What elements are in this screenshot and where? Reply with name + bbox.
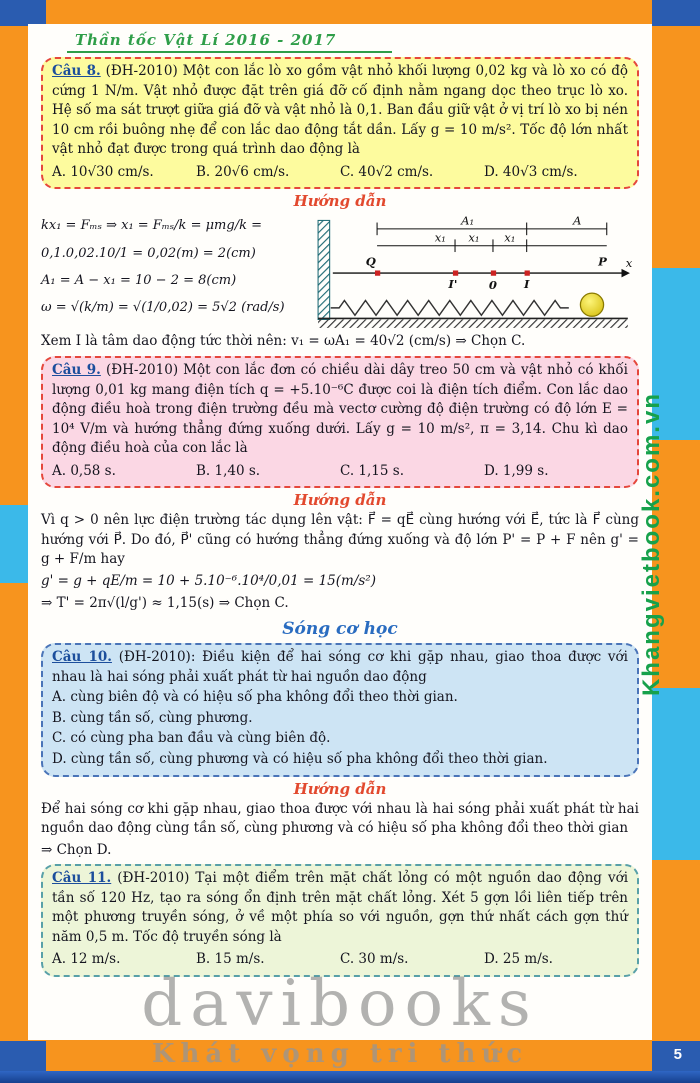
label-x1-1: x₁ (434, 230, 446, 245)
question-9-label: Câu 9. (52, 361, 101, 378)
question-8-answers (52, 163, 628, 183)
book-title: Thần tốc Vật Lí 2016 - 2017 (67, 31, 392, 53)
wall (318, 221, 330, 320)
solution-10-paragraph: Để hai sóng cơ khi gặp nhau, giao thoa được với nhau là hai sóng phải xuất phát từ hai nguồn dao động cùng tần số, cùng phương và có hiệu số pha không đổi theo thời gian (41, 800, 639, 837)
option-b: B. cùng tần số, cùng phương. (52, 709, 253, 726)
answer-option-a: A. 0,58 s. (52, 462, 116, 479)
question-9-body: (ĐH-2010) Một con lắc đơn có chiều dài dây treo 50 cm và vật nhỏ có khối lượng 0,01 kg mang điện tích q = +5.10⁻⁶C được coi là điện tích điểm. Con lắc dao động điều hoà trong điện trường đều mà vectơ cường độ điện trường có độ lớn E = 10⁴ V/m và hướng thẳng đứng xuống dưới. Lấy g = 10 m/s², π = 3,14. Chu kì dao động điều hoà của con lắc là (52, 361, 628, 457)
answer-option-b: B. 20√6 cm/s. (196, 163, 290, 180)
frame-corner-top-right (652, 0, 700, 26)
question-9-text (52, 361, 628, 459)
label-x1-2: x₁ (468, 230, 480, 245)
oscillator-diagram (309, 212, 639, 330)
frame-corner-bottom-left (0, 1041, 46, 1071)
huong-dan-heading-2: Hướng dẫn (293, 491, 387, 510)
question-8-text (52, 62, 628, 160)
solution-8-conclusion: Xem I là tâm dao động tức thời nên: v₁ = ωA₁ = 40√2 (cm/s) ⇒ Chọn C. (41, 333, 526, 350)
solution-9-conclusion: ⇒ T' = 2π√(l/g') ≈ 1,15(s) ⇒ Chọn C. (41, 594, 289, 611)
question-11-answers (52, 950, 628, 970)
label-x1-3: x₁ (504, 230, 516, 245)
question-9-answers (52, 462, 628, 482)
answer-option-d: D. 40√3 cm/s. (484, 163, 578, 180)
solution-10-conclusion: ⇒ Chọn D. (41, 841, 112, 858)
question-11-box (41, 864, 639, 977)
option-c: C. có cùng pha ban đầu và cùng biên độ. (52, 730, 331, 747)
formula-line-3: ω = √(k/m) = √(1/0,02) = 5√2 (rad/s) (41, 300, 285, 316)
label-axis-x: x (625, 256, 633, 271)
frame-bottom-strip (0, 1071, 700, 1083)
frame-cyan-block-right-lower (652, 688, 700, 860)
page-number: 5 (673, 1046, 682, 1063)
answer-option-b: B. 15 m/s. (196, 951, 265, 968)
question-8-label: Câu 8. (52, 63, 101, 79)
section-title: Sóng cơ học (282, 619, 398, 640)
answer-option-d: D. 25 m/s. (484, 951, 553, 968)
solution-8-formulas (41, 212, 303, 321)
frame-cyan-block-left (0, 505, 28, 583)
watermark-davibooks: davibooks (141, 967, 539, 1041)
label-p: P (598, 255, 607, 270)
option-d: D. cùng tần số, cùng phương và có hiệu số pha không đổi theo thời gian. (52, 750, 548, 767)
question-11-body: (ĐH-2010) Tại một điểm trên mặt chất lỏng có một nguồn dao động với tần số 120 Hz, tạo ra sóng ổn định trên mặt chất lỏng. Xét 5 gợn lồi liên tiếp trên một phương truyền sóng, ở về một phía so với nguồn, gợn thứ nhất cách gợn thứ năm 0,5 m. Tốc độ truyền sóng là (52, 870, 629, 945)
page-header (67, 30, 639, 53)
ground (318, 320, 628, 328)
huong-dan-heading-3: Hướng dẫn (293, 779, 387, 798)
answer-option-d: D. 1,99 s. (484, 462, 549, 479)
formula-line-1: kx₁ = Fₘₛ ⇒ x₁ = Fₘₛ/k = μmg/k = 0,1.0,02.10/1 = 0,02(m) = 2(cm) (41, 218, 262, 261)
answer-option-c: C. 40√2 cm/s. (340, 163, 434, 180)
question-10-box (41, 643, 639, 776)
question-10-text (52, 648, 628, 687)
question-11-label: Câu 11. (52, 870, 112, 887)
label-a1: A₁ (461, 214, 475, 229)
answer-option-b: B. 1,40 s. (196, 462, 261, 479)
formula-line-2: A₁ = A − x₁ = 10 − 2 = 8(cm) (41, 272, 237, 288)
answer-option-a: A. 12 m/s. (52, 951, 121, 968)
label-o: 0 (488, 278, 497, 293)
question-8-body: (ĐH-2010) Một con lắc lò xo gồm vật nhỏ khối lượng 0,02 kg và lò xo có độ cứng 1 N/m. Vật nhỏ được đặt trên giá đỡ cố định nằm ngang dọc theo trục lò xo. Hệ số ma sát trượt giữa giá đỡ và vật nhỏ là 0,1. Ban đầu giữ vật ở vị trí lò xo bị nén 10 cm rồi buông nhẹ để con lắc dao động tắt dần. Lấy g = 10 m/s². Tốc độ lớn nhất vật nhỏ đạt được trong quá trình dao động là (52, 63, 628, 158)
label-i-prime: I' (448, 277, 458, 292)
spring (331, 301, 569, 316)
solution-8 (41, 212, 639, 330)
label-a: A (573, 214, 582, 229)
watermark-slogan: Khát vọng tri thức (151, 1039, 529, 1069)
solution-9-formula: g' = g + qE/m = 10 + 5.10⁻⁶.10⁴/0,01 = 15(m/s²) (41, 573, 376, 589)
solution-9 (41, 511, 639, 613)
option-a: A. cùng biên độ và có hiệu số pha không đổi theo thời gian. (52, 689, 458, 706)
answer-option-a: A. 10√30 cm/s. (52, 163, 154, 180)
question-8-box (41, 57, 639, 189)
answer-option-c: C. 30 m/s. (340, 951, 409, 968)
solution-10 (41, 800, 639, 861)
question-9-box (41, 356, 639, 488)
label-i: I (523, 277, 530, 292)
huong-dan-heading-1: Hướng dẫn (293, 192, 387, 211)
question-10-label: Câu 10. (52, 649, 112, 666)
ball (580, 294, 603, 317)
book-page (28, 24, 652, 1040)
frame-corner-top-left (0, 0, 46, 26)
side-watermark: Khangvietbook.com.vn (638, 392, 665, 697)
question-11-text (52, 869, 628, 947)
oscillator-diagram-svg (309, 212, 639, 330)
label-q: Q (365, 255, 376, 270)
question-10-body: (ĐH-2010): Điều kiện để hai sóng cơ khi gặp nhau, giao thoa được với nhau là hai sóng phải xuất phát từ hai nguồn dao động (52, 649, 628, 685)
solution-9-paragraph-1: Vì q > 0 nên lực điện trường tác dụng lên vật: F⃗ = qE⃗ cùng hướng với E⃗, tức là F⃗ cùng hướng với P⃗. Do đó, P⃗' cũng có hướng thẳng đứng xuống và độ lớn P' = P + F nên g' = g + F/m hay (41, 512, 639, 568)
answer-option-c: C. 1,15 s. (340, 462, 404, 479)
